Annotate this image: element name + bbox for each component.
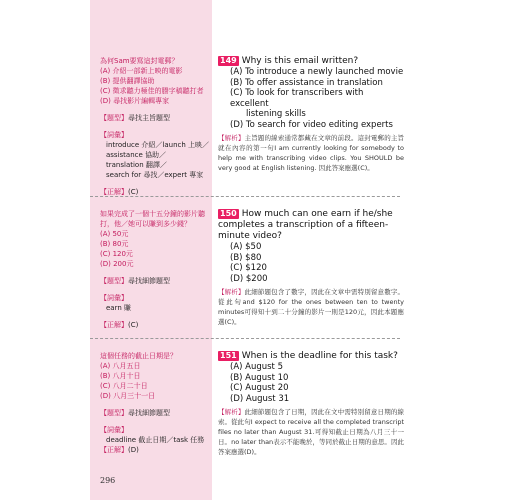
q150-answer-label: 【正解】 [100, 321, 128, 329]
q150-vocab-item: earn 賺 [106, 304, 132, 312]
q150-option-b: (B) $80 [230, 252, 262, 263]
section-divider [90, 196, 400, 197]
q149-option-a: (A) To introduce a newly launched movie [230, 67, 404, 77]
q149-type-label: 【題型】 [100, 114, 128, 122]
q150-question: How much can one earn if he/she completes a transcription of a fifteen-minute video? [218, 209, 393, 241]
q151-cn-option-b: (B) 八月十日 [100, 372, 141, 380]
q151-chinese-block [100, 351, 210, 455]
q151-explanation [218, 407, 404, 457]
q151-option-a: (A) August 5 [230, 362, 284, 372]
q150-cn-option-c: (C) 120元 [100, 250, 133, 258]
q150-explanation [218, 287, 404, 327]
q149-question: Why is this email written? [241, 56, 359, 66]
q150-type-value: 尋找細節題型 [128, 277, 170, 285]
q151-cn-option-c: (C) 八月二十日 [100, 382, 148, 390]
q149-cn-question: 為何Sam要寫這封電郵？ [100, 57, 179, 65]
q150-vocab-label: 【詞彙】 [100, 294, 128, 302]
q151-type-value: 尋找細節題型 [128, 409, 170, 417]
q149-vocab-label: 【詞彙】 [100, 131, 128, 139]
q149-cn-option-c: (C) 徵求聽力極佳的謄字稿聽打者 [100, 87, 204, 95]
q149-cn-option-a: (A) 介紹一部新上映的電影 [100, 67, 183, 75]
q151-cn-option-d: (D) 八月三十一日 [100, 392, 156, 400]
q149-option-b: (B) To offer assistance in translation [230, 77, 383, 88]
q150-type-label: 【題型】 [100, 277, 128, 285]
q149-vocab-item: translation 翻譯／ [106, 161, 167, 169]
q149-option-c: (C) To look for transcribers with excellent [230, 88, 364, 109]
q149-vocab-item: assistance 協助／ [106, 151, 167, 159]
q149-answer-value: (C) [128, 188, 139, 196]
q151-question: When is the deadline for this task? [241, 351, 398, 361]
q150-cn-question: 如果完成了一個十五分鐘的影片聽打，他／她可以賺到多少錢？ [100, 210, 205, 228]
q150-option-c: (C) $120 [230, 263, 267, 273]
q151-number-badge: 151 [220, 351, 237, 360]
q151-cn-question: 這個任務的截止日期是？ [100, 352, 177, 360]
q151-type-label: 【題型】 [100, 409, 128, 417]
q151-english-block [218, 351, 404, 457]
q150-option-a: (A) $50 [230, 242, 262, 252]
q150-number-badge: 150 [220, 209, 237, 218]
page-number: 296 [100, 476, 116, 485]
q150-cn-option-a: (A) 50元 [100, 230, 129, 238]
q149-option-d: (D) To search for video editing experts [230, 119, 393, 130]
q151-vocab-label: 【詞彙】 [100, 426, 128, 434]
q149-explain-text: 主旨題的線索通常都藏在文章的前段。這封電郵的主旨就在內容的第一句I am currently looking for somebody to help me with transcribing video clips. You SHOULD be very good at English listening. 因此答案應選(C)。 [218, 134, 405, 172]
q150-option-d: (D) $200 [230, 273, 268, 284]
q151-option-b: (B) August 10 [230, 372, 289, 383]
q149-vocab-item: search for 尋找／expert 專家 [106, 171, 204, 179]
q149-cn-option-d: (D) 尋找影片編輯專家 [100, 97, 170, 105]
q150-chinese-block [100, 209, 210, 330]
q149-option-c-cont: listening skills [246, 109, 306, 119]
q151-vocab-item: deadline 截止日期／task 任務 [106, 436, 205, 444]
q150-answer-value: (C) [128, 321, 139, 329]
q149-vocab-item: introduce 介紹／launch 上映／ [106, 141, 210, 149]
q150-explain-text: 此細節題包含了數字，因此在文章中需特別留意數字。從此句and $120 for the ones between ten to twenty minutes可得知十到二十分鐘的影片一則是120元，因此本題應選(C)。 [218, 288, 405, 326]
q150-explain-tag: 【解析】 [218, 288, 245, 296]
q149-answer-label: 【正解】 [100, 188, 128, 196]
q149-number-badge: 149 [220, 56, 237, 65]
q149-chinese-block [100, 56, 210, 197]
q149-cn-option-b: (B) 提供翻譯協助 [100, 77, 155, 85]
section-divider [90, 338, 400, 339]
q150-cn-option-d: (D) 200元 [100, 260, 134, 268]
q151-explain-text: 此細節題包含了日期，因此在文中需特別留意日期的線索。從此句I expect to receive all the completed transcript files no later than August 31.可得知截止日期為八月三十一日。no later than表示不能晚於，等同於截止日期的意思。因此答案應選(D)。 [218, 408, 405, 456]
q149-explanation [218, 133, 404, 173]
q150-english-block [218, 209, 404, 327]
q149-type-value: 尋找主旨題型 [128, 114, 170, 122]
q151-explain-tag: 【解析】 [218, 408, 245, 416]
q149-explain-tag: 【解析】 [218, 134, 245, 142]
q150-cn-option-b: (B) 80元 [100, 240, 129, 248]
q151-answer-label: 【正解】 [100, 446, 128, 454]
q149-english-block [218, 56, 404, 173]
q151-option-d: (D) August 31 [230, 393, 290, 404]
q151-answer-value: (D) [128, 446, 139, 454]
q151-cn-option-a: (A) 八月五日 [100, 362, 141, 370]
q151-option-c: (C) August 20 [230, 383, 289, 393]
